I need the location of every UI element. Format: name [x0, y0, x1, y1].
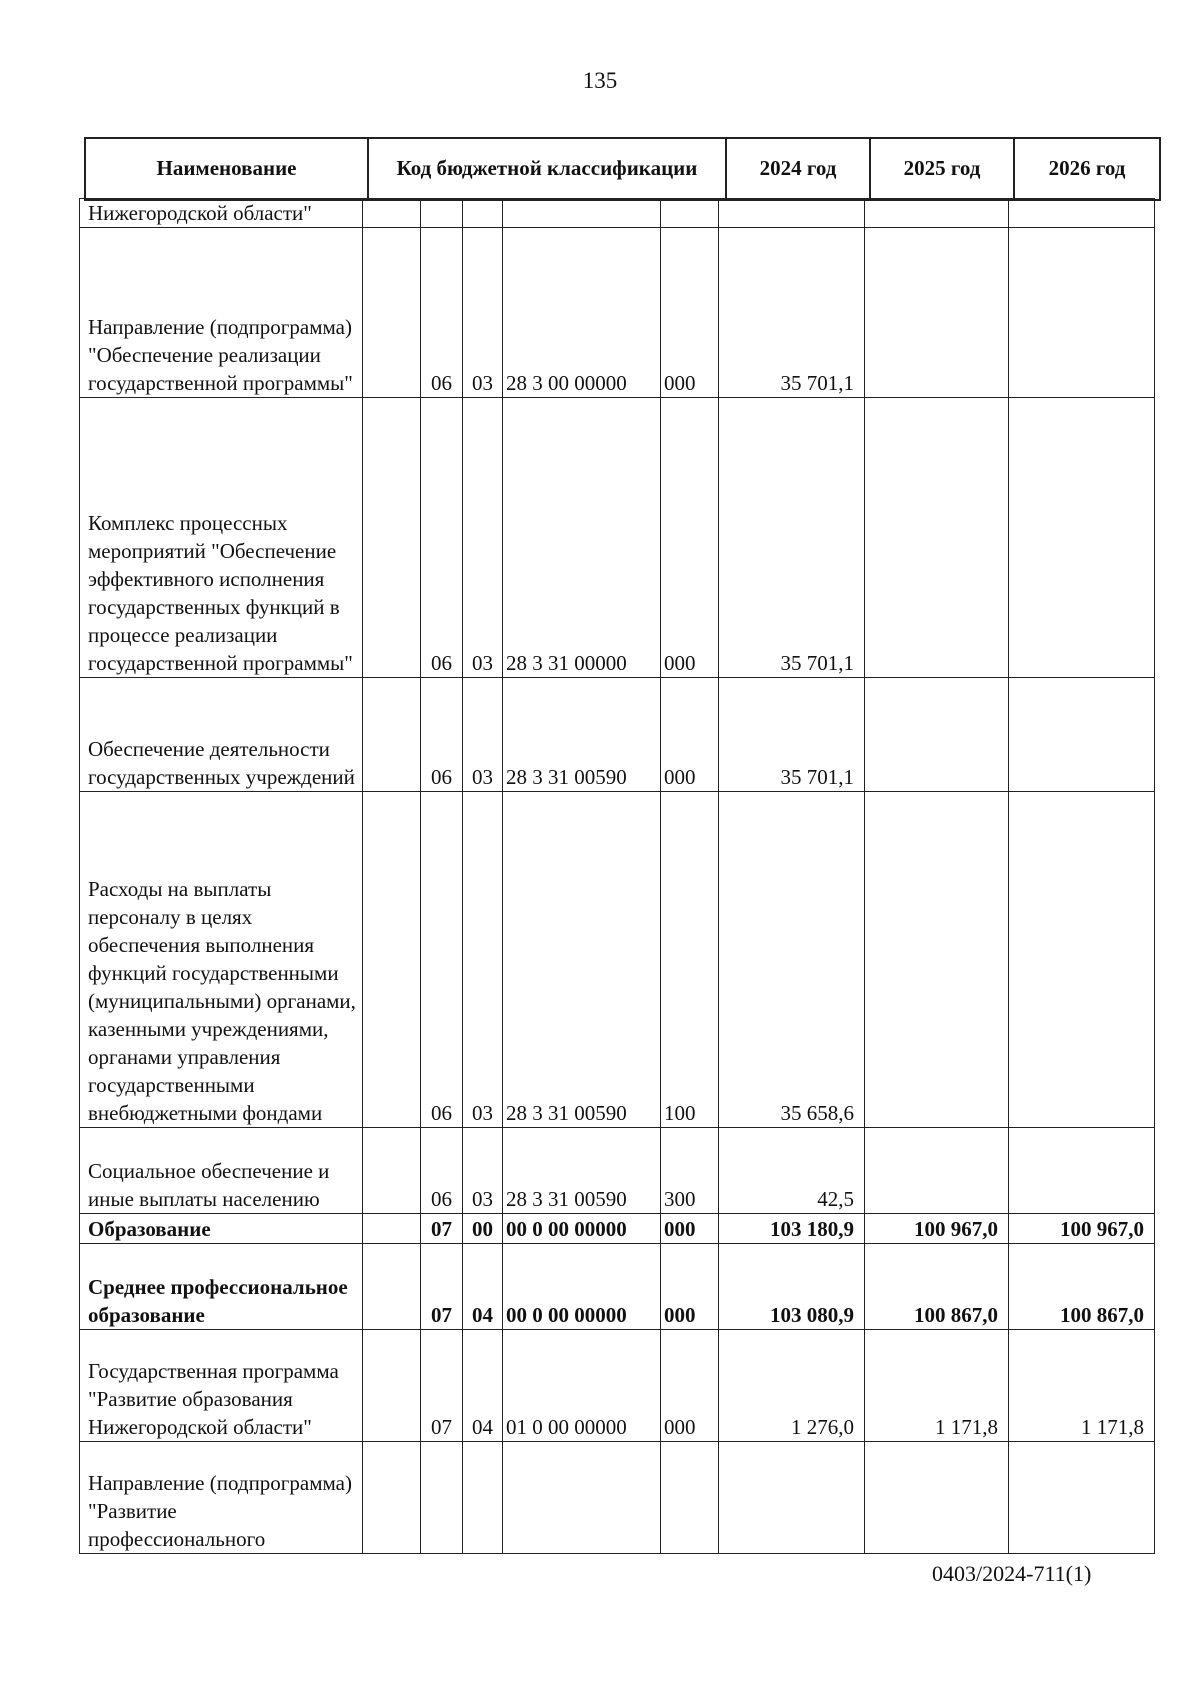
row-rz: 07 — [421, 1330, 463, 1442]
row-2025 — [865, 792, 1009, 1128]
row-pr: 04 — [463, 1330, 503, 1442]
table-row — [80, 228, 1155, 398]
table-header — [84, 137, 1161, 201]
row-2026 — [1009, 1128, 1155, 1214]
row-name: Комплекс процессных мероприятий "Обеспечение эффективного исполнения государственных функций в процессе реализации государственной программы" — [80, 398, 363, 678]
row-vr: 000 — [661, 678, 719, 792]
row-name: Направление (подпрограмма) "Обеспечение реализации государственной программы" — [80, 228, 363, 398]
row-csr: 28 3 00 00000 — [503, 228, 661, 398]
table-row — [80, 1442, 1155, 1554]
row-2026: 100 867,0 — [1009, 1244, 1155, 1330]
table-row — [80, 1214, 1155, 1244]
row-vr: 000 — [661, 228, 719, 398]
row-pr: 00 — [463, 1214, 503, 1244]
row-2026 — [1009, 792, 1155, 1128]
row-2026 — [1009, 228, 1155, 398]
row-name: Среднее профессиональное образование — [80, 1244, 363, 1330]
row-2024: 35 658,6 — [719, 792, 865, 1128]
row-name: Нижегородской области" — [80, 199, 363, 228]
row-rz: 06 — [421, 792, 463, 1128]
row-rz: 06 — [421, 1128, 463, 1214]
row-csr: 00 0 00 00000 — [503, 1214, 661, 1244]
row-2026: 100 967,0 — [1009, 1214, 1155, 1244]
row-2026: 1 171,8 — [1009, 1330, 1155, 1442]
row-2026 — [1009, 199, 1155, 228]
table-row — [80, 398, 1155, 678]
row-name: Расходы на выплаты персоналу в целях обеспечения выполнения функций государственными (муниципальными) органами, казенными учреждениями, органами управления государственными внебюджетными фондами — [80, 792, 363, 1128]
row-pr: 03 — [463, 398, 503, 678]
row-rz: 06 — [421, 398, 463, 678]
row-2024 — [719, 1442, 865, 1554]
document-code: 0403/2024-711(1) — [932, 1561, 1092, 1586]
row-rz: 07 — [421, 1214, 463, 1244]
row-2024: 42,5 — [719, 1128, 865, 1214]
row-csr: 00 0 00 00000 — [503, 1244, 661, 1330]
header-2025: 2025 год — [870, 138, 1014, 200]
row-2024: 103 080,9 — [719, 1244, 865, 1330]
table-row — [80, 1330, 1155, 1442]
row-2026 — [1009, 678, 1155, 792]
row-vr — [661, 1442, 719, 1554]
row-rz — [421, 199, 463, 228]
budget-table — [79, 198, 1155, 1554]
row-2025 — [865, 228, 1009, 398]
row-pr — [463, 1442, 503, 1554]
row-2025 — [865, 1128, 1009, 1214]
row-2026 — [1009, 398, 1155, 678]
header-2024: 2024 год — [726, 138, 870, 200]
row-2025 — [865, 199, 1009, 228]
row-csr: 28 3 31 00590 — [503, 678, 661, 792]
row-pr: 04 — [463, 1244, 503, 1330]
row-name: Образование — [80, 1214, 363, 1244]
row-pr: 03 — [463, 792, 503, 1128]
page-number: 135 — [582, 68, 618, 93]
row-rz: 06 — [421, 228, 463, 398]
row-2025: 1 171,8 — [865, 1330, 1009, 1442]
row-name: Обеспечение деятельности государственных учреждений — [80, 678, 363, 792]
row-csr: 28 3 31 00000 — [503, 398, 661, 678]
row-pr: 03 — [463, 228, 503, 398]
row-rz — [421, 1442, 463, 1554]
row-vr: 300 — [661, 1128, 719, 1214]
row-vr — [661, 199, 719, 228]
row-name: Направление (подпрограмма) "Развитие профессионального — [80, 1442, 363, 1554]
row-2024 — [719, 199, 865, 228]
row-vr: 000 — [661, 1330, 719, 1442]
row-csr: 01 0 00 00000 — [503, 1330, 661, 1442]
row-2025 — [865, 398, 1009, 678]
row-rz: 07 — [421, 1244, 463, 1330]
row-name: Государственная программа "Развитие образования Нижегородской области" — [80, 1330, 363, 1442]
row-pr: 03 — [463, 678, 503, 792]
table-row — [80, 1128, 1155, 1214]
row-2025 — [865, 1442, 1009, 1554]
row-vr: 000 — [661, 1214, 719, 1244]
header-2026: 2026 год — [1014, 138, 1160, 200]
table-row — [80, 199, 1155, 228]
row-csr: 28 3 31 00590 — [503, 1128, 661, 1214]
row-name: Социальное обеспечение и иные выплаты населению — [80, 1128, 363, 1214]
header-name: Наименование — [85, 138, 368, 200]
row-vr: 000 — [661, 398, 719, 678]
row-csr — [503, 199, 661, 228]
row-pr: 03 — [463, 1128, 503, 1214]
header-code: Код бюджетной классификации — [368, 138, 726, 200]
table-row — [80, 678, 1155, 792]
row-rz: 06 — [421, 678, 463, 792]
row-2025: 100 967,0 — [865, 1214, 1009, 1244]
row-csr: 28 3 31 00590 — [503, 792, 661, 1128]
row-2024: 35 701,1 — [719, 228, 865, 398]
row-csr — [503, 1442, 661, 1554]
row-pr — [463, 199, 503, 228]
row-2024: 103 180,9 — [719, 1214, 865, 1244]
row-2024: 35 701,1 — [719, 398, 865, 678]
row-2025 — [865, 678, 1009, 792]
row-2025: 100 867,0 — [865, 1244, 1009, 1330]
row-2024: 1 276,0 — [719, 1330, 865, 1442]
row-2026 — [1009, 1442, 1155, 1554]
table-row — [80, 792, 1155, 1128]
row-vr: 000 — [661, 1244, 719, 1330]
table-row — [80, 1244, 1155, 1330]
header-row — [85, 138, 1160, 200]
row-2024: 35 701,1 — [719, 678, 865, 792]
row-vr: 100 — [661, 792, 719, 1128]
